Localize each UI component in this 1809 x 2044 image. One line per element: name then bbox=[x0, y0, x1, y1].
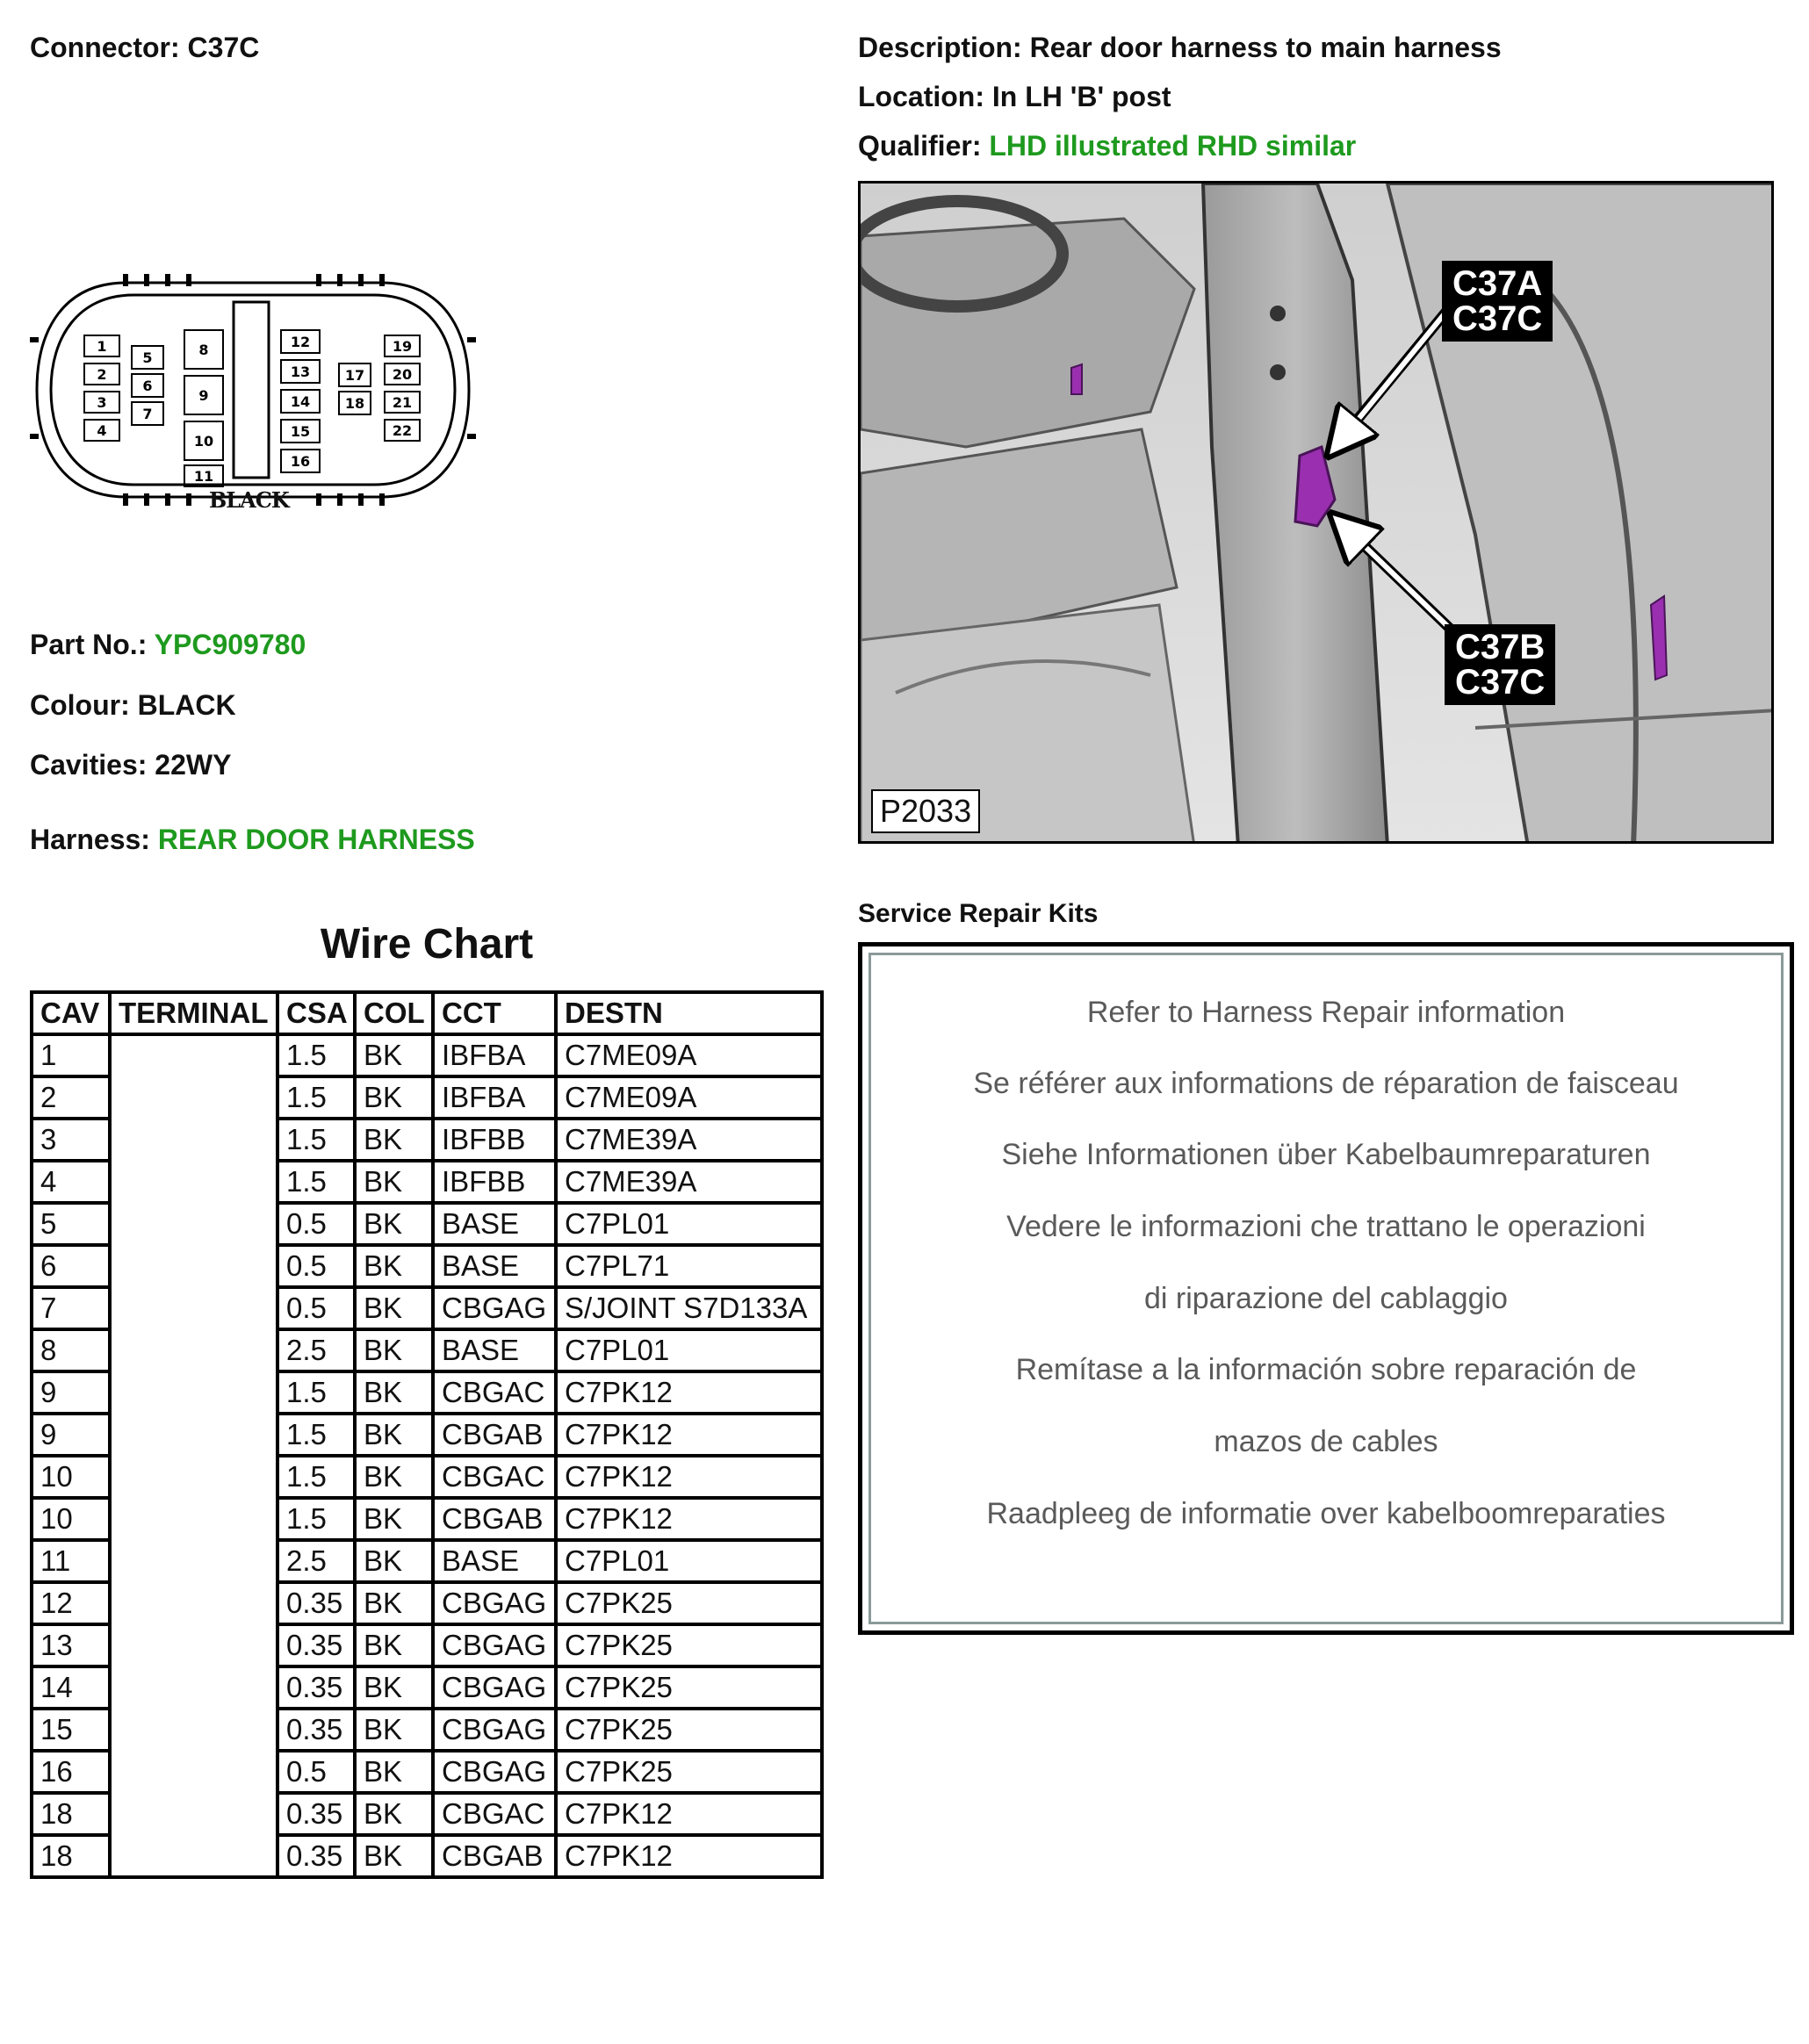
cell-cct: IBFBA bbox=[433, 1076, 556, 1119]
cell-csa: 0.5 bbox=[277, 1245, 355, 1287]
cavities-label: Cavities: bbox=[30, 749, 148, 781]
cell-cav: 11 bbox=[32, 1540, 110, 1582]
cell-cct: BASE bbox=[433, 1245, 556, 1287]
cell-cav: 13 bbox=[32, 1624, 110, 1666]
cell-destn: C7PK25 bbox=[556, 1582, 822, 1624]
cell-destn: C7PK25 bbox=[556, 1709, 822, 1751]
cell-terminal bbox=[110, 1582, 277, 1624]
cell-csa: 0.35 bbox=[277, 1709, 355, 1751]
part-number-line bbox=[30, 629, 306, 661]
service-kits-panel bbox=[858, 942, 1794, 1635]
cell-cct: CBGAB bbox=[433, 1498, 556, 1540]
wire-chart-row bbox=[32, 1540, 822, 1582]
cavity-number: 3 bbox=[97, 394, 107, 411]
cavity-number: 4 bbox=[97, 422, 107, 439]
cell-cav: 14 bbox=[32, 1666, 110, 1709]
header-csa: CSA bbox=[277, 992, 355, 1034]
wire-chart-body bbox=[32, 1034, 822, 1877]
cell-col: BK bbox=[355, 1119, 433, 1161]
cell-csa: 1.5 bbox=[277, 1456, 355, 1498]
kit-line-nl: Raadpleeg de informatie over kabelboomreparaties bbox=[986, 1497, 1666, 1530]
cell-terminal bbox=[110, 1161, 277, 1203]
cell-terminal bbox=[110, 1751, 277, 1793]
cell-col: BK bbox=[355, 1329, 433, 1371]
cell-col: BK bbox=[355, 1582, 433, 1624]
description-value: Rear door harness to main harness bbox=[1029, 32, 1502, 63]
image-reference-code: P2033 bbox=[871, 789, 980, 833]
service-kits-heading: Service Repair Kits bbox=[858, 899, 1099, 928]
harness-line bbox=[30, 824, 475, 856]
cell-cct: CBGAG bbox=[433, 1287, 556, 1329]
callout-bottom-line-2: C37C bbox=[1455, 663, 1546, 702]
cavity-number: 5 bbox=[142, 349, 153, 366]
cavity-number: 18 bbox=[344, 395, 365, 412]
cell-cav: 10 bbox=[32, 1498, 110, 1540]
cell-col: BK bbox=[355, 1709, 433, 1751]
colour-label: Colour: bbox=[30, 689, 130, 721]
cell-csa: 1.5 bbox=[277, 1076, 355, 1119]
cell-cav: 1 bbox=[32, 1034, 110, 1076]
connector-outline bbox=[37, 283, 469, 497]
cell-cct: BASE bbox=[433, 1203, 556, 1245]
cell-destn: C7PL01 bbox=[556, 1203, 822, 1245]
harness-label: Harness: bbox=[30, 824, 150, 855]
cavity-number: 10 bbox=[193, 433, 214, 450]
wire-chart-row bbox=[32, 1287, 822, 1329]
wire-chart-row bbox=[32, 1456, 822, 1498]
connector-face-diagram bbox=[30, 267, 478, 522]
cell-csa: 2.5 bbox=[277, 1540, 355, 1582]
description-line bbox=[858, 32, 1502, 64]
cavity-number: 9 bbox=[198, 387, 209, 404]
kit-line-en: Refer to Harness Repair information bbox=[1086, 996, 1566, 1029]
cell-col: BK bbox=[355, 1371, 433, 1414]
cell-terminal bbox=[110, 1624, 277, 1666]
cell-cct: CBGAC bbox=[433, 1456, 556, 1498]
cell-terminal bbox=[110, 1287, 277, 1329]
cell-cav: 9 bbox=[32, 1414, 110, 1456]
cell-cct: CBGAG bbox=[433, 1666, 556, 1709]
header-cav: CAV bbox=[32, 992, 110, 1034]
wire-chart-row bbox=[32, 1161, 822, 1203]
cell-terminal bbox=[110, 1793, 277, 1835]
wire-chart-row bbox=[32, 1076, 822, 1119]
cavities-value: 22WY bbox=[155, 749, 232, 781]
header-terminal: TERMINAL bbox=[110, 992, 277, 1034]
cavity-number: 22 bbox=[392, 422, 413, 439]
cell-terminal bbox=[110, 1245, 277, 1287]
wire-chart-header-row bbox=[32, 992, 822, 1034]
cell-destn: C7PK12 bbox=[556, 1456, 822, 1498]
connector-label: Connector: bbox=[30, 32, 180, 63]
cell-destn: C7PK25 bbox=[556, 1666, 822, 1709]
wire-chart-row bbox=[32, 1793, 822, 1835]
cavity-number: 6 bbox=[142, 378, 153, 394]
cell-cav: 6 bbox=[32, 1245, 110, 1287]
callout-top bbox=[1442, 261, 1553, 342]
cell-cav: 9 bbox=[32, 1371, 110, 1414]
cavity-number: 1 bbox=[97, 338, 107, 355]
latch-teeth bbox=[30, 274, 476, 506]
qualifier-value: LHD illustrated RHD similar bbox=[989, 130, 1357, 162]
cell-destn: C7PL71 bbox=[556, 1245, 822, 1287]
cell-csa: 0.5 bbox=[277, 1287, 355, 1329]
location-illustration bbox=[858, 181, 1774, 844]
wire-chart-row bbox=[32, 1835, 822, 1877]
qualifier-line bbox=[858, 130, 1356, 162]
wire-chart-row bbox=[32, 1498, 822, 1540]
cavity-number: 7 bbox=[142, 406, 153, 422]
cell-col: BK bbox=[355, 1287, 433, 1329]
cell-terminal bbox=[110, 1456, 277, 1498]
cell-csa: 1.5 bbox=[277, 1414, 355, 1456]
kit-line-es-2: mazos de cables bbox=[1214, 1425, 1438, 1458]
cell-terminal bbox=[110, 1119, 277, 1161]
cavity-cells bbox=[84, 330, 420, 486]
cell-cct: CBGAG bbox=[433, 1624, 556, 1666]
cell-cct: IBFBB bbox=[433, 1119, 556, 1161]
cell-cav: 5 bbox=[32, 1203, 110, 1245]
cavity-number: 8 bbox=[198, 342, 209, 358]
cell-col: BK bbox=[355, 1751, 433, 1793]
cavities-line bbox=[30, 749, 231, 781]
cell-csa: 1.5 bbox=[277, 1119, 355, 1161]
callout-bottom bbox=[1445, 624, 1555, 705]
cell-cct: CBGAB bbox=[433, 1414, 556, 1456]
cell-destn: C7PK25 bbox=[556, 1624, 822, 1666]
connector-line bbox=[30, 32, 259, 64]
cell-csa: 0.35 bbox=[277, 1793, 355, 1835]
colour-value: BLACK bbox=[137, 689, 236, 721]
cell-cav: 4 bbox=[32, 1161, 110, 1203]
cell-csa: 0.35 bbox=[277, 1582, 355, 1624]
cell-cct: CBGAG bbox=[433, 1751, 556, 1793]
cell-cct: CBGAB bbox=[433, 1835, 556, 1877]
cell-destn: C7PK12 bbox=[556, 1793, 822, 1835]
colour-line bbox=[30, 689, 236, 722]
cell-terminal bbox=[110, 1540, 277, 1582]
cell-csa: 1.5 bbox=[277, 1161, 355, 1203]
cell-col: BK bbox=[355, 1414, 433, 1456]
part-number-value: YPC909780 bbox=[154, 629, 306, 660]
cell-destn: C7ME39A bbox=[556, 1161, 822, 1203]
wire-chart-row bbox=[32, 1245, 822, 1287]
cell-destn: C7PK12 bbox=[556, 1498, 822, 1540]
wire-chart-row bbox=[32, 1582, 822, 1624]
service-kits-frame bbox=[868, 953, 1784, 1624]
wire-chart-row bbox=[32, 1624, 822, 1666]
harness-value: REAR DOOR HARNESS bbox=[157, 824, 475, 855]
cell-destn: C7PK12 bbox=[556, 1371, 822, 1414]
cavity-number: 11 bbox=[193, 468, 214, 485]
cell-csa: 1.5 bbox=[277, 1371, 355, 1414]
cavity-number: 12 bbox=[290, 334, 311, 350]
cavity-number: 20 bbox=[392, 366, 413, 383]
cavity-grid bbox=[234, 302, 269, 478]
dash-harness-marker bbox=[1071, 364, 1082, 394]
cell-col: BK bbox=[355, 1666, 433, 1709]
connector-id: C37C bbox=[187, 32, 260, 63]
wire-chart-row bbox=[32, 1371, 822, 1414]
location-label: Location: bbox=[858, 81, 984, 112]
cell-terminal bbox=[110, 1034, 277, 1076]
callout-top-line-2: C37C bbox=[1452, 299, 1543, 338]
cell-destn: C7PK12 bbox=[556, 1414, 822, 1456]
cell-col: BK bbox=[355, 1245, 433, 1287]
cell-csa: 0.35 bbox=[277, 1666, 355, 1709]
wire-chart-row bbox=[32, 1034, 822, 1076]
cell-cav: 18 bbox=[32, 1793, 110, 1835]
wire-chart-row bbox=[32, 1203, 822, 1245]
wire-chart-row bbox=[32, 1709, 822, 1751]
cell-col: BK bbox=[355, 1161, 433, 1203]
cell-csa: 0.5 bbox=[277, 1203, 355, 1245]
qualifier-label: Qualifier: bbox=[858, 130, 982, 162]
cavity-number: 15 bbox=[290, 423, 311, 440]
kit-line-es-1: Remítase a la información sobre reparación de bbox=[1015, 1353, 1637, 1386]
cell-destn: C7PL01 bbox=[556, 1540, 822, 1582]
connector-colour-caption: BLACK bbox=[209, 487, 289, 513]
cell-cav: 16 bbox=[32, 1751, 110, 1793]
cavity-number: 19 bbox=[392, 338, 413, 355]
cavity-number: 2 bbox=[97, 366, 107, 383]
cell-csa: 2.5 bbox=[277, 1329, 355, 1371]
cell-cct: IBFBA bbox=[433, 1034, 556, 1076]
cell-csa: 1.5 bbox=[277, 1034, 355, 1076]
wire-chart-row bbox=[32, 1666, 822, 1709]
cell-cav: 3 bbox=[32, 1119, 110, 1161]
wire-chart-title: Wire Chart bbox=[320, 921, 534, 968]
cell-terminal bbox=[110, 1329, 277, 1371]
wire-chart-row bbox=[32, 1329, 822, 1371]
cell-col: BK bbox=[355, 1793, 433, 1835]
cavity-number: 17 bbox=[344, 367, 365, 384]
cell-destn: C7ME09A bbox=[556, 1034, 822, 1076]
vehicle-interior-drawing bbox=[861, 184, 1774, 844]
cell-destn: C7PK25 bbox=[556, 1751, 822, 1793]
cell-col: BK bbox=[355, 1076, 433, 1119]
part-number-label: Part No.: bbox=[30, 629, 148, 660]
cavity-number: 13 bbox=[290, 363, 311, 380]
kit-line-it-2: di riparazione del cablaggio bbox=[1144, 1282, 1508, 1315]
wire-chart-row bbox=[32, 1119, 822, 1161]
cell-destn: C7ME09A bbox=[556, 1076, 822, 1119]
cell-cct: BASE bbox=[433, 1540, 556, 1582]
kit-line-de: Siehe Informationen über Kabelbaumreparaturen bbox=[1001, 1138, 1651, 1171]
kit-line-fr: Se référer aux informations de réparation de faisceau bbox=[973, 1067, 1679, 1100]
description-label: Description: bbox=[858, 32, 1022, 63]
cell-csa: 0.35 bbox=[277, 1624, 355, 1666]
header-cct: CCT bbox=[433, 992, 556, 1034]
cell-destn: C7PK12 bbox=[556, 1835, 822, 1877]
cell-cct: IBFBB bbox=[433, 1161, 556, 1203]
cell-col: BK bbox=[355, 1034, 433, 1076]
cell-cct: CBGAC bbox=[433, 1371, 556, 1414]
cell-cav: 8 bbox=[32, 1329, 110, 1371]
cell-cav: 10 bbox=[32, 1456, 110, 1498]
cell-col: BK bbox=[355, 1456, 433, 1498]
cavity-number: 21 bbox=[392, 394, 413, 411]
cell-col: BK bbox=[355, 1203, 433, 1245]
callout-bottom-line-1: C37B bbox=[1455, 628, 1546, 666]
cell-cct: CBGAG bbox=[433, 1709, 556, 1751]
cell-destn: S/JOINT S7D133A bbox=[556, 1287, 822, 1329]
kit-line-it-1: Vedere le informazioni che trattano le operazioni bbox=[1006, 1210, 1646, 1243]
cell-cct: BASE bbox=[433, 1329, 556, 1371]
cell-col: BK bbox=[355, 1624, 433, 1666]
cavity-number: 16 bbox=[290, 453, 311, 470]
wire-chart-row bbox=[32, 1414, 822, 1456]
cavity-number: 14 bbox=[290, 393, 311, 410]
header-col: COL bbox=[355, 992, 433, 1034]
cell-terminal bbox=[110, 1498, 277, 1540]
cell-cav: 12 bbox=[32, 1582, 110, 1624]
cell-cav: 18 bbox=[32, 1835, 110, 1877]
cell-terminal bbox=[110, 1835, 277, 1877]
cell-csa: 0.35 bbox=[277, 1835, 355, 1877]
cell-col: BK bbox=[355, 1498, 433, 1540]
header-destn: DESTN bbox=[556, 992, 822, 1034]
wire-chart-table bbox=[30, 990, 824, 1879]
cell-cav: 15 bbox=[32, 1709, 110, 1751]
cell-col: BK bbox=[355, 1540, 433, 1582]
cell-csa: 0.5 bbox=[277, 1751, 355, 1793]
cell-destn: C7PL01 bbox=[556, 1329, 822, 1371]
cell-terminal bbox=[110, 1371, 277, 1414]
cell-destn: C7ME39A bbox=[556, 1119, 822, 1161]
cell-terminal bbox=[110, 1203, 277, 1245]
cell-csa: 1.5 bbox=[277, 1498, 355, 1540]
cell-cav: 2 bbox=[32, 1076, 110, 1119]
location-value: In LH 'B' post bbox=[991, 81, 1171, 112]
cell-col: BK bbox=[355, 1835, 433, 1877]
location-line bbox=[858, 81, 1171, 113]
cell-terminal bbox=[110, 1414, 277, 1456]
cell-terminal bbox=[110, 1709, 277, 1751]
cell-terminal bbox=[110, 1076, 277, 1119]
cell-cct: CBGAG bbox=[433, 1582, 556, 1624]
callout-top-line-1: C37A bbox=[1452, 264, 1543, 303]
cell-cct: CBGAC bbox=[433, 1793, 556, 1835]
wire-chart-row bbox=[32, 1751, 822, 1793]
cell-terminal bbox=[110, 1666, 277, 1709]
cell-cav: 7 bbox=[32, 1287, 110, 1329]
